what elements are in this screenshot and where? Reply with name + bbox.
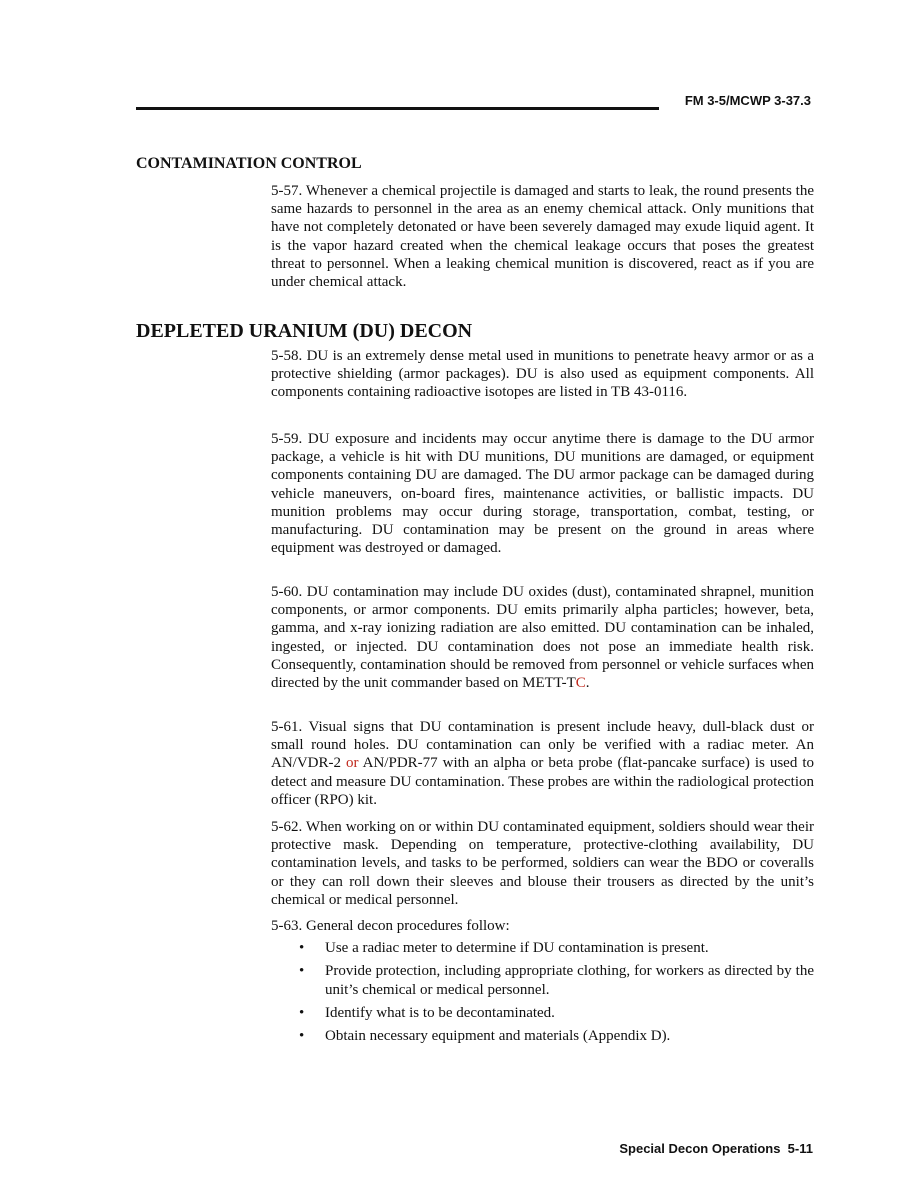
paragraph-text-main: 5-60. DU contamination may include DU oxides (dust), contaminated shrapnel, munition components, or armor components. DU emits primarily alpha particles; however, beta, gamma, and x-ray ionizing radiation are also emitted. DU contamination can be inhaled, ingested, or injected. DU contamination does not pose an immediate health risk. Consequently, contamination should be removed from personnel or vehicle surfaces when directed by the unit commander based on METT-T: [271, 584, 814, 692]
section-title-du-decon: DEPLETED URANIUM (DU) DECON: [136, 320, 473, 342]
revision-mark-text: C: [575, 675, 586, 692]
paragraph-text: [271, 718, 814, 809]
paragraph-text-part-a: 5-61. Visual signs that DU contamination is present include heavy, dull-black dust or small round holes. DU contamination can only be verified with a radiac meter. An AN/VDR-2: [271, 719, 814, 772]
paragraph-5-61: [271, 718, 814, 809]
list-item: [271, 1027, 814, 1045]
paragraph-5-57: [271, 182, 814, 291]
list-item: [271, 939, 814, 957]
section-title-contamination-control: CONTAMINATION CONTROL: [136, 155, 362, 172]
paragraph-text: 5-63. General decon procedures follow:: [271, 918, 510, 934]
paragraph-5-59: [271, 430, 814, 557]
paragraph-5-58: [271, 347, 814, 402]
running-footer: Special Decon Operations 5-11: [619, 1141, 813, 1156]
list-item-text: Use a radiac meter to determine if DU contamination is present.: [325, 940, 709, 957]
paragraph-5-62: [271, 818, 814, 909]
paragraph-5-63: [271, 917, 814, 1050]
revision-mark-text: or: [345, 755, 359, 772]
running-header: FM 3-5/MCWP 3-37.3: [684, 93, 811, 108]
bullet-icon: •: [299, 963, 305, 980]
list-item-text: Provide protection, including appropriate clothing, for workers as directed by the unit’s chemical or medical personnel.: [325, 963, 814, 998]
list-item-text: Obtain necessary equipment and materials (Appendix D).: [325, 1028, 671, 1045]
paragraph-text: 5-57. Whenever a chemical projectile is damaged and starts to leak, the round presents the same hazards to personnel in the area as an enemy chemical attack. Only munitions that have not completely detonated or have been severely damaged may exude liquid agent. It is the vapor hazard created when the chemical leakage occurs that poses the greatest threat to personnel. When a leaking chemical munition is discovered, react as if you are under chemical attack.: [271, 183, 814, 291]
bullet-icon: •: [299, 1004, 305, 1021]
paragraph-text: 5-62. When working on or within DU contaminated equipment, soldiers should wear their protective mask. Depending on temperature, protective-clothing availability, DU contamination levels, and tasks to be performed, soldiers can wear the BDO or coveralls or they can roll down their sleeves and blouse their trousers as directed by the unit’s chemical or medical personnel.: [271, 819, 814, 908]
paragraph-5-60: [271, 583, 814, 692]
list-item: [271, 1004, 814, 1022]
bullet-icon: •: [299, 940, 305, 957]
paragraph-text-end: .: [585, 675, 590, 692]
paragraph-text: [271, 583, 814, 692]
bullet-icon: •: [299, 1028, 305, 1045]
paragraph-text-part-b: AN/PDR-77 with an alpha or beta probe (flat-pancake surface) is used to detect and measure DU contamination. These probes are within the radiological protection officer (RPO) kit.: [271, 755, 814, 808]
header-rule: [136, 107, 659, 110]
bullet-list: [271, 939, 814, 1045]
list-item: [271, 962, 814, 998]
paragraph-text: 5-58. DU is an extremely dense metal used in munitions to penetrate heavy armor or as a protective shielding (armor packages). DU is also used as equipment components. All components containing radioactive isotopes are listed in TB 43-0116.: [271, 348, 814, 401]
list-item-text: Identify what is to be decontaminated.: [325, 1004, 555, 1021]
paragraph-text: 5-59. DU exposure and incidents may occur anytime there is damage to the DU armor package, a vehicle is hit with DU munitions, DU munitions are damaged, or equipment components containing DU are damaged. The DU armor package can be damaged during vehicle maneuvers, on-board fires, maintenance activities, or ballistic impacts. DU munition problems may occur during storage, transportation, combat, testing, or manufacturing. DU contamination may be present on the ground in areas where equipment was destroyed or damaged.: [271, 431, 814, 557]
